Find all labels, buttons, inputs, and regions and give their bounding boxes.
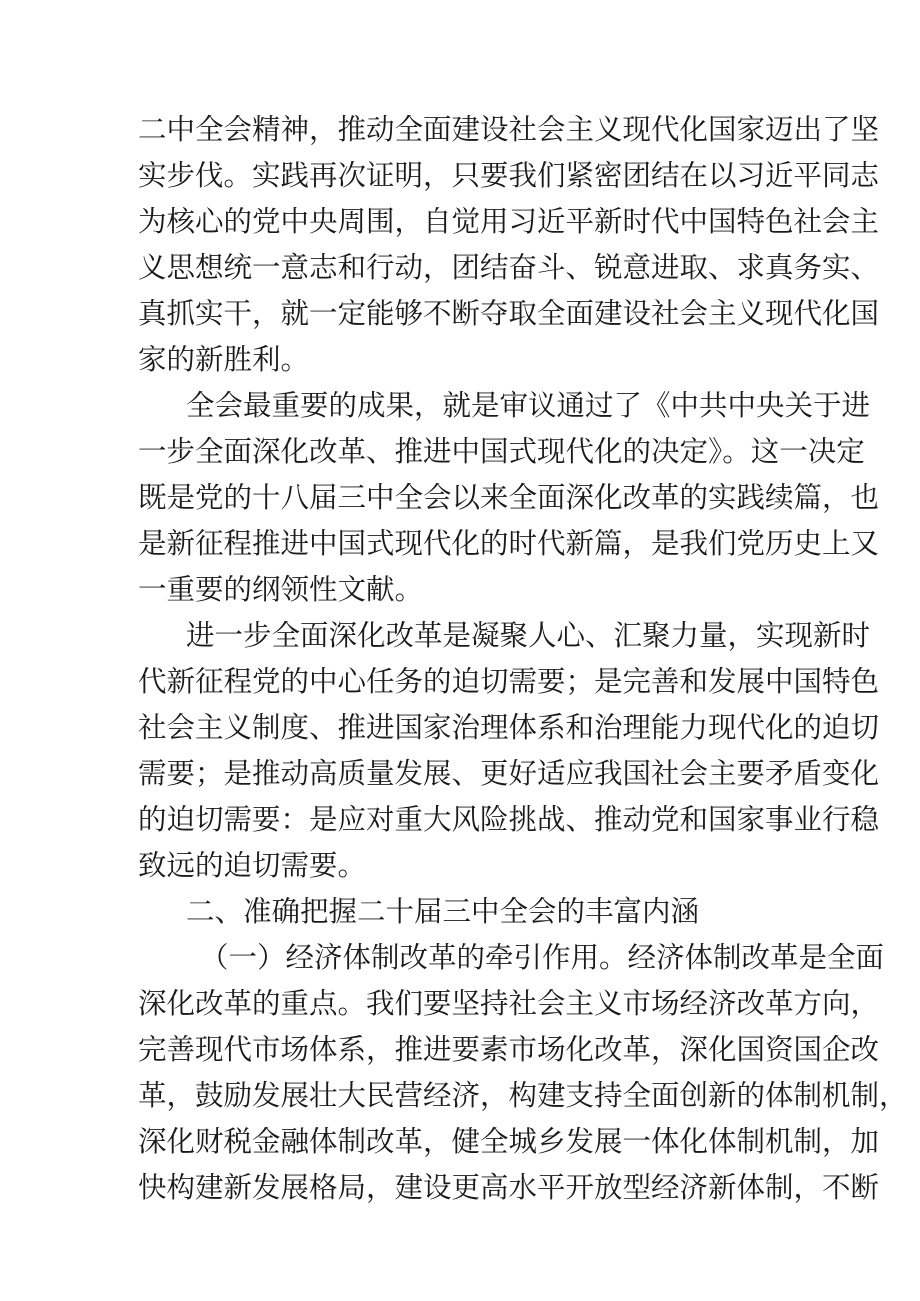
paragraph-start-line: 进一步全面深化改革是凝聚人心、汇聚力量，实现新时 <box>186 619 871 652</box>
text-line-21: 完善现代市场体系，推进要素市场化改革，深化国资国企改 <box>138 1033 880 1066</box>
text-line-5: 真抓实干，就一定能够不断夺取全面建设社会主义现代化国 <box>138 297 880 330</box>
text-line-9: 既是党的十八届三中全会以来全面深化改革的实践续篇，也 <box>138 481 880 514</box>
text-line-17: 致远的迫切需要。 <box>138 849 367 882</box>
text-line-20: 深化改革的重点。我们要坚持社会主义市场经济改革方向， <box>138 987 880 1020</box>
text-line-8: 一步全面深化改革、推进中国式现代化的决定》。这一决定 <box>138 435 865 468</box>
text-line-11: 一重要的纲领性文献。 <box>138 573 424 606</box>
paragraph-start-line: 全会最重要的成果，就是审议通过了《中共中央关于进 <box>186 389 871 422</box>
text-line-14: 社会主义制度、推进国家治理体系和治理能力现代化的迫切 <box>138 711 880 744</box>
text-line-13: 代新征程党的中心任务的迫切需要；是完善和发展中国特色 <box>138 665 880 698</box>
text-line-4: 义思想统一意志和行动，团结奋斗、锐意进取、求真务实、 <box>138 251 880 284</box>
text-line-22: 革，鼓励发展壮大民营经济，构建支持全面创新的体制机制， <box>138 1079 908 1112</box>
text-line-24: 快构建新发展格局，建设更高水平开放型经济新体制，不断 <box>138 1171 880 1204</box>
text-line-15: 需要；是推动高质量发展、更好适应我国社会主要矛盾变化 <box>138 757 880 790</box>
subsection-start-line: （一）经济体制改革的牵引作用。经济体制改革是全面 <box>200 941 885 974</box>
text-line-2: 实步伐。实践再次证明，只要我们紧密团结在以习近平同志 <box>138 159 880 192</box>
text-line-23: 深化财税金融体制改革，健全城乡发展一体化体制机制，加 <box>138 1125 880 1158</box>
text-line-6: 家的新胜利。 <box>138 343 310 376</box>
text-line-10: 是新征程推进中国式现代化的时代新篇，是我们党历史上又 <box>138 527 880 560</box>
section-heading: 二、准确把握二十届三中全会的丰富内涵 <box>186 895 700 928</box>
text-line-3: 为核心的党中央周围，自觉用习近平新时代中国特色社会主 <box>138 205 880 238</box>
text-line-1: 二中全会精神，推动全面建设社会主义现代化国家迈出了坚 <box>138 113 880 146</box>
text-line-16: 的迫切需要：是应对重大风险挑战、推动党和国家事业行稳 <box>138 803 880 836</box>
